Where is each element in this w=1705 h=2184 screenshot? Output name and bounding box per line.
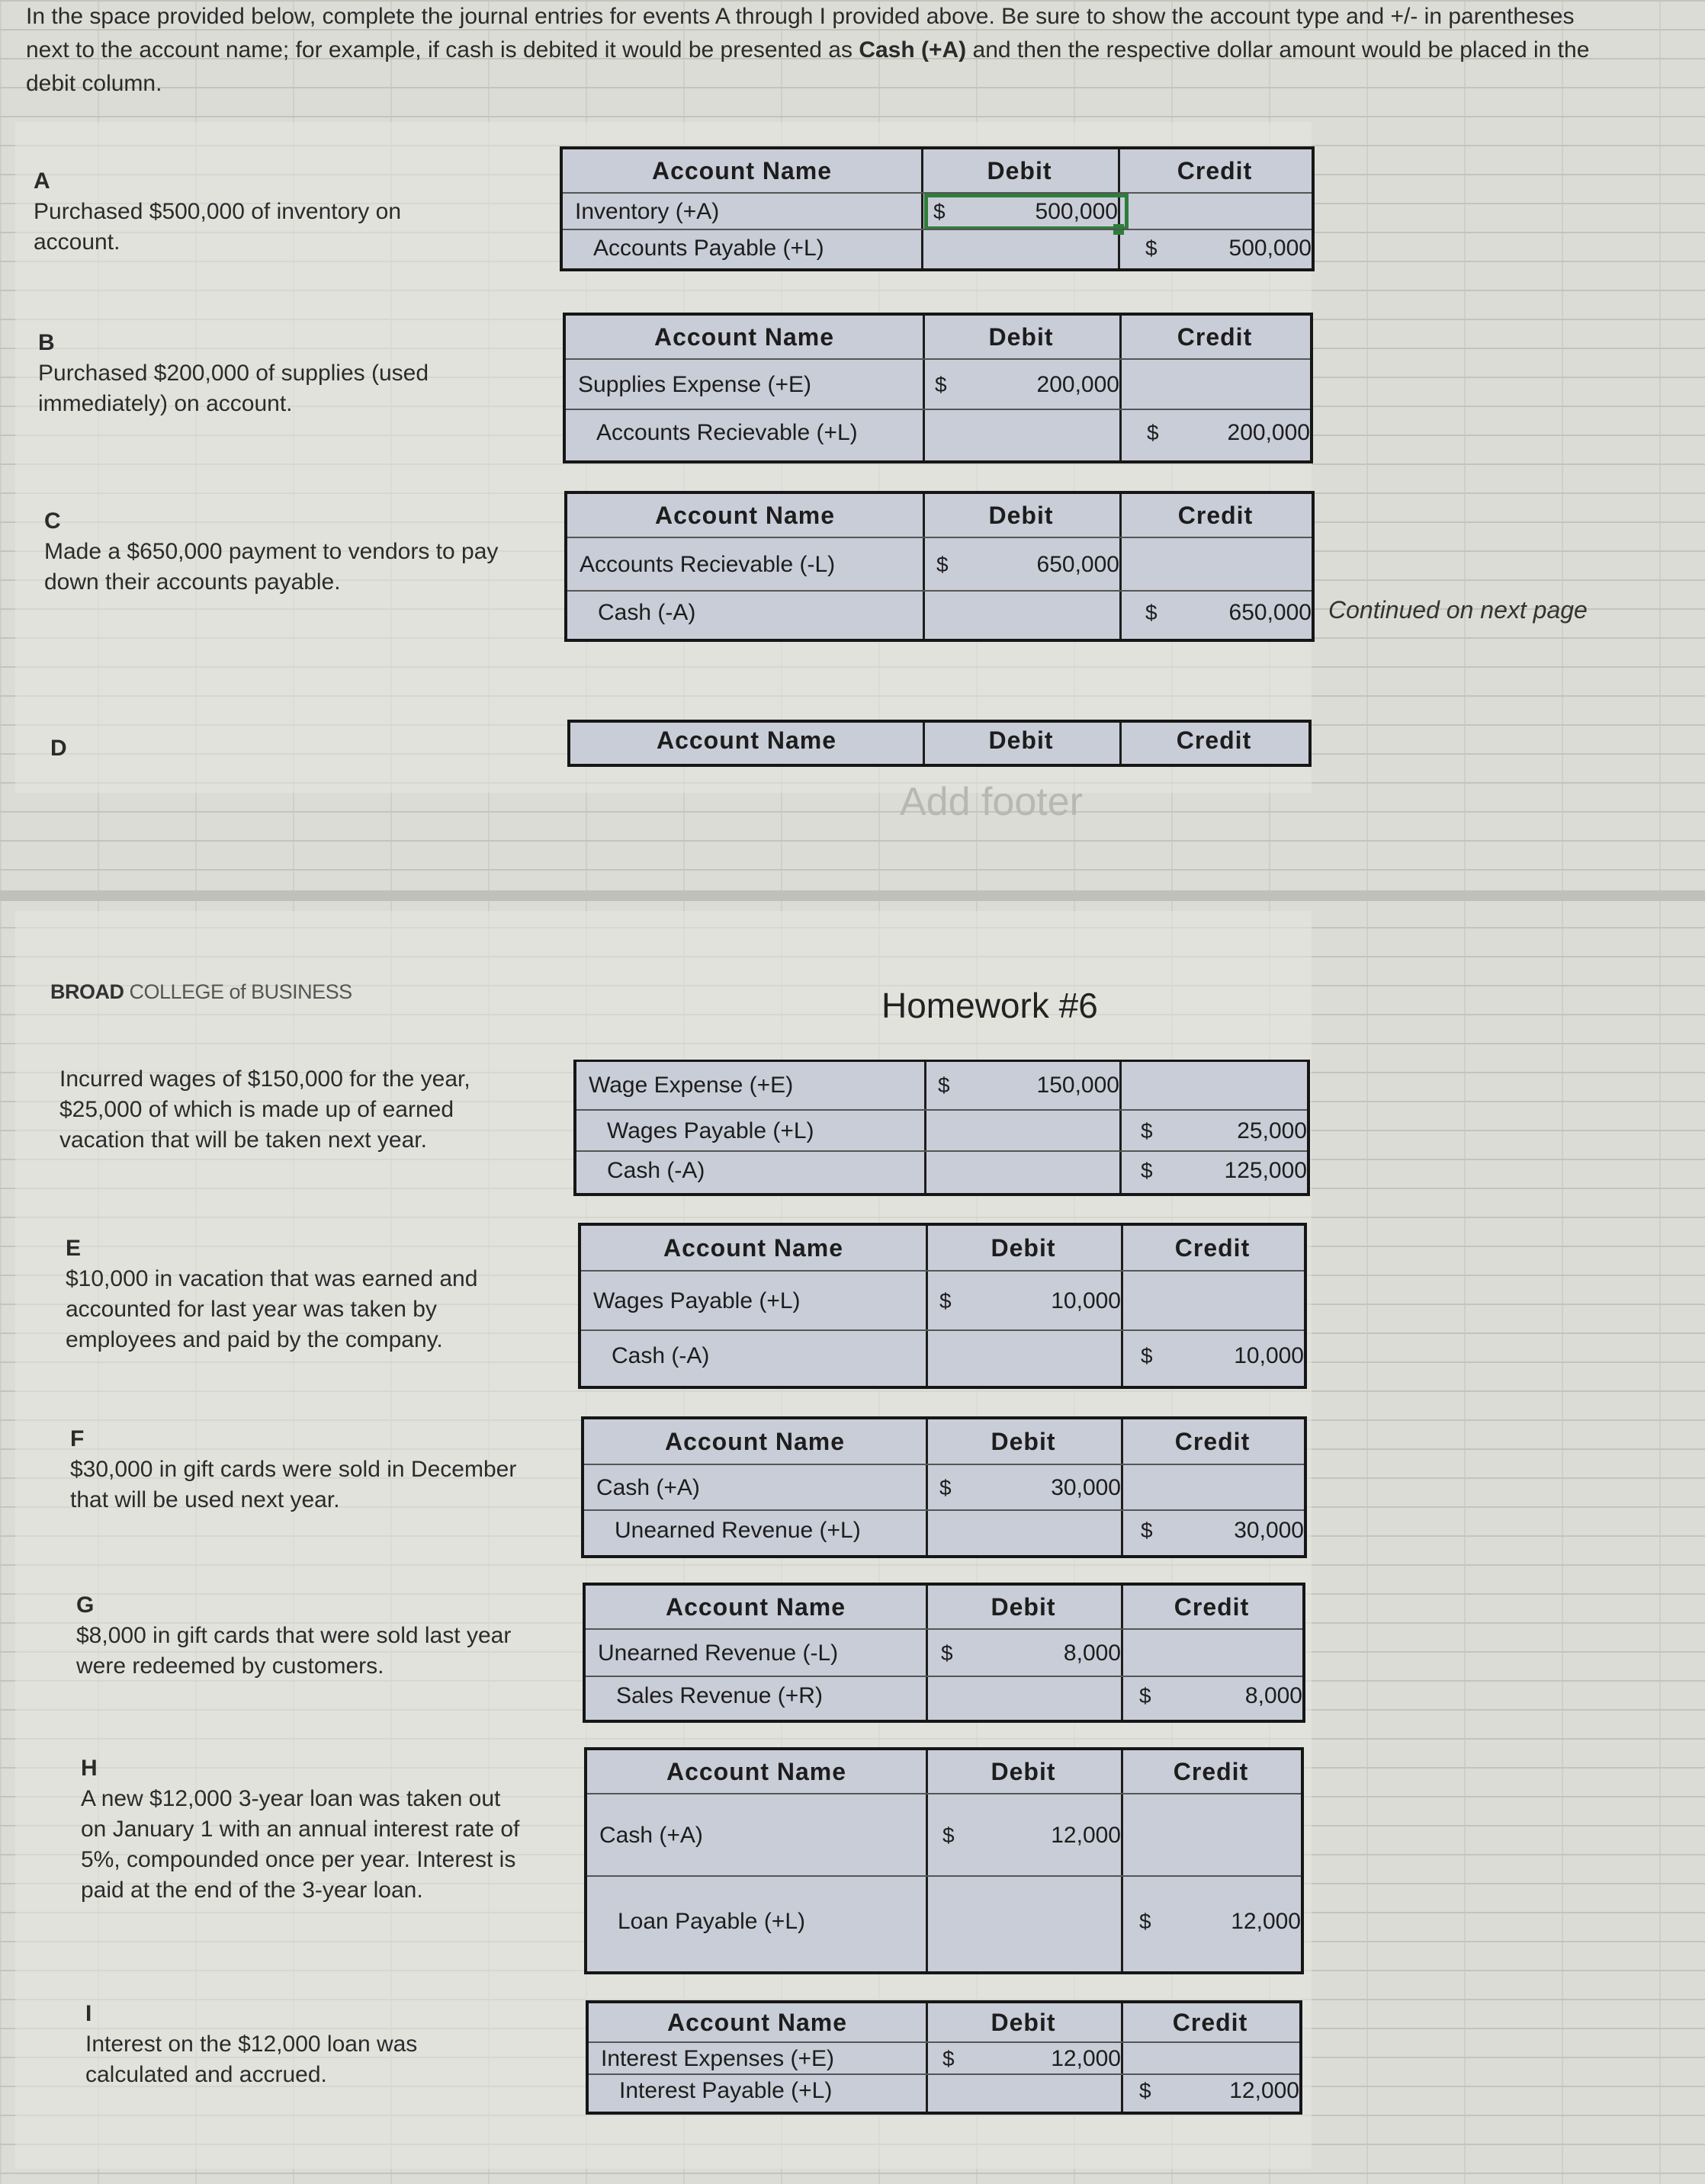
dollar-sign: $	[1139, 1684, 1151, 1708]
account-cell[interactable]: Unearned Revenue (+L)	[615, 1518, 861, 1543]
entry-row[interactable]	[567, 537, 1312, 592]
account-name-header: Account Name	[665, 1592, 846, 1621]
credit-header: Credit	[1177, 501, 1254, 529]
instructions-text-end: and then the respective dollar amount would be placed in the debit column.	[26, 37, 1590, 96]
header-row	[570, 723, 1308, 758]
credit-header: Credit	[1174, 1233, 1251, 1262]
debit-header: Debit	[991, 1592, 1056, 1621]
event-description: $30,000 in gift cards were sold in December that will be used next year.	[70, 1457, 517, 1512]
account-cell[interactable]: Unearned Revenue (-L)	[598, 1640, 839, 1666]
instructions	[26, 0, 1597, 101]
account-cell[interactable]: Interest Expenses (+E)	[601, 2046, 834, 2071]
account-cell[interactable]: Supplies Expense (+E)	[578, 372, 812, 397]
entry-row[interactable]	[576, 1062, 1307, 1109]
account-cell[interactable]: Loan Payable (+L)	[618, 1909, 806, 1934]
event-i	[85, 1999, 512, 2090]
account-cell[interactable]: Inventory (+A)	[575, 199, 720, 224]
journal-entry-g	[583, 1583, 1305, 1723]
event-description: $10,000 in vacation that was earned and accounted for last year was taken by employees and paid by the company.	[66, 1266, 478, 1352]
entry-row[interactable]	[589, 2073, 1299, 2107]
event-a	[34, 166, 476, 258]
journal-entry-a	[560, 146, 1315, 271]
event-description: A new $12,000 3-year loan was taken out on January 1 with an annual interest rate of 5%, compounded once per year. Interest is paid at the end of the 3-year loan.	[81, 1786, 520, 1903]
dollar-sign: $	[939, 1476, 952, 1499]
journal-entry-i	[586, 2000, 1302, 2115]
event-g	[76, 1590, 534, 1682]
header-row	[567, 494, 1312, 537]
header-row	[581, 1226, 1304, 1270]
event-f	[70, 1424, 528, 1515]
journal-entry-d	[573, 1060, 1310, 1196]
event-description: Purchased $500,000 of inventory on account.	[34, 199, 402, 255]
credit-cell[interactable]: 125,000	[1224, 1158, 1307, 1183]
credit-cell[interactable]: 10,000	[1234, 1343, 1304, 1368]
entry-row[interactable]	[587, 1793, 1301, 1877]
credit-header: Credit	[1176, 726, 1252, 754]
continued-note: Continued on next page	[1328, 596, 1588, 624]
event-description: Incurred wages of $150,000 for the year, $25,000 of which is made up of earned vacation that will be taken next year.	[59, 1066, 470, 1153]
account-cell[interactable]: Cash (+A)	[596, 1475, 700, 1500]
event-letter: G	[76, 1592, 95, 1618]
event-letter: D	[50, 736, 67, 761]
event-letter: F	[70, 1426, 85, 1451]
dollar-sign: $	[942, 1823, 955, 1847]
college-logo-bold: BROAD	[50, 980, 124, 1003]
event-c	[44, 506, 502, 598]
credit-cell[interactable]: 12,000	[1229, 2078, 1299, 2103]
debit-cell-selected[interactable]: 500,000	[924, 194, 1129, 230]
dollar-sign: $	[1141, 1344, 1153, 1368]
event-letter: A	[34, 168, 50, 194]
debit-cell[interactable]: 30,000	[1051, 1475, 1121, 1500]
entry-row[interactable]	[566, 358, 1310, 410]
credit-cell[interactable]: 25,000	[1237, 1118, 1307, 1143]
header-row	[587, 1750, 1301, 1793]
credit-cell[interactable]: 200,000	[1227, 420, 1310, 445]
event-e	[66, 1233, 523, 1355]
debit-header: Debit	[991, 1757, 1056, 1785]
header-row	[589, 2003, 1299, 2041]
credit-cell[interactable]: 30,000	[1234, 1518, 1304, 1543]
dollar-sign: $	[1141, 1119, 1153, 1143]
account-name-header: Account Name	[666, 2008, 848, 2036]
event-d-description	[59, 1064, 517, 1156]
account-name-header: Account Name	[666, 1757, 847, 1785]
event-letter: E	[66, 1236, 82, 1261]
entry-row[interactable]	[567, 590, 1312, 634]
account-name-header: Account Name	[654, 501, 836, 529]
add-footer-placeholder[interactable]: Add footer	[900, 780, 1083, 824]
debit-header: Debit	[988, 726, 1054, 754]
event-letter: I	[85, 2001, 92, 2026]
account-cell[interactable]: Accounts Recievable (-L)	[580, 552, 836, 577]
credit-cell[interactable]: 650,000	[1228, 600, 1312, 625]
debit-cell[interactable]: 200,000	[1036, 372, 1119, 397]
dollar-sign: $	[1141, 1159, 1153, 1182]
credit-header: Credit	[1177, 322, 1253, 351]
event-b	[38, 328, 511, 419]
debit-header: Debit	[991, 1233, 1056, 1262]
dollar-sign: $	[933, 200, 946, 223]
credit-header: Credit	[1174, 1427, 1251, 1455]
debit-cell[interactable]: 8,000	[1063, 1640, 1121, 1666]
entry-row[interactable]	[576, 1150, 1307, 1190]
entry-row[interactable]	[581, 1270, 1304, 1331]
event-description: Made a $650,000 payment to vendors to pay down their accounts payable.	[44, 539, 499, 595]
instructions-example: Cash (+A)	[859, 37, 967, 63]
entry-row[interactable]	[563, 229, 1312, 267]
debit-header: Debit	[987, 156, 1052, 184]
dollar-sign: $	[1145, 236, 1158, 260]
event-h	[81, 1753, 531, 1906]
account-cell[interactable]: Wage Expense (+E)	[589, 1073, 794, 1098]
college-logo	[50, 980, 352, 1004]
credit-cell[interactable]: 12,000	[1231, 1909, 1301, 1934]
account-name-header: Account Name	[656, 726, 837, 754]
account-name-header: Account Name	[664, 1427, 846, 1455]
entry-row[interactable]	[581, 1329, 1304, 1381]
dollar-sign: $	[939, 1289, 952, 1313]
event-letter: H	[81, 1756, 98, 1781]
entry-row[interactable]	[566, 409, 1310, 456]
account-name-header: Account Name	[663, 1233, 844, 1262]
dollar-sign: $	[936, 553, 949, 576]
journal-entry-d-header	[567, 720, 1312, 767]
debit-cell[interactable]: 12,000	[1051, 2046, 1121, 2071]
dollar-sign: $	[1139, 2079, 1151, 2102]
account-cell[interactable]: Accounts Payable (+L)	[593, 236, 824, 261]
account-cell[interactable]: Cash (-A)	[607, 1158, 705, 1183]
journal-entry-h	[584, 1747, 1304, 1974]
journal-entry-e	[578, 1223, 1307, 1389]
account-cell[interactable]: Cash (+A)	[599, 1823, 703, 1848]
debit-header: Debit	[991, 2008, 1056, 2036]
debit-cell[interactable]: 10,000	[1051, 1288, 1121, 1313]
page-break	[0, 890, 1705, 901]
header-row	[563, 149, 1312, 192]
dollar-sign: $	[938, 1073, 950, 1097]
journal-entry-c	[564, 491, 1315, 642]
debit-header: Debit	[988, 322, 1054, 351]
account-cell[interactable]: Interest Payable (+L)	[619, 2078, 833, 2103]
event-description: $8,000 in gift cards that were sold last year were redeemed by customers.	[76, 1623, 512, 1679]
credit-header: Credit	[1177, 156, 1253, 184]
event-description: Interest on the $12,000 loan was calculated and accrued.	[85, 2032, 418, 2087]
entry-row[interactable]	[584, 1464, 1304, 1511]
dollar-sign: $	[942, 2047, 955, 2070]
account-cell[interactable]: Sales Revenue (+R)	[616, 1683, 823, 1708]
journal-entry-f	[581, 1416, 1307, 1558]
event-letter: C	[44, 508, 61, 534]
event-d-letter	[50, 733, 67, 764]
entry-row[interactable]	[586, 1628, 1302, 1677]
debit-cell[interactable]: 650,000	[1036, 552, 1119, 577]
account-cell[interactable]: Cash (-A)	[598, 600, 696, 625]
header-row	[586, 1586, 1302, 1628]
entry-row[interactable]	[587, 1875, 1301, 1967]
entry-row[interactable]	[563, 192, 1312, 230]
dollar-sign: $	[935, 373, 947, 396]
account-cell[interactable]: Accounts Recievable (+L)	[596, 420, 858, 445]
account-name-header: Account Name	[653, 322, 835, 351]
account-cell[interactable]: Cash (-A)	[612, 1343, 710, 1368]
dollar-sign: $	[1145, 601, 1158, 624]
dollar-sign: $	[941, 1641, 953, 1665]
account-name-header: Account Name	[651, 156, 833, 184]
entry-row[interactable]	[586, 1676, 1302, 1715]
debit-cell[interactable]: 12,000	[1051, 1823, 1121, 1848]
credit-cell[interactable]: 8,000	[1244, 1683, 1302, 1708]
debit-header: Debit	[991, 1427, 1056, 1455]
instructions-text: In the space provided below, complete the journal entries for events A through I provided above. Be sure to show the account type and +/- in parentheses next to the account name; for example, if cash is debited it would be presented as	[26, 4, 1575, 63]
event-description: Purchased $200,000 of supplies (used immediately) on account.	[38, 361, 429, 416]
homework-title: Homework #6	[881, 986, 1098, 1025]
debit-cell[interactable]: 150,000	[1036, 1073, 1119, 1098]
credit-header: Credit	[1172, 2008, 1248, 2036]
college-logo-rest: COLLEGE of BUSINESS	[124, 980, 352, 1003]
dollar-sign: $	[1139, 1910, 1151, 1933]
header-row	[584, 1419, 1304, 1464]
debit-header: Debit	[988, 501, 1054, 529]
account-cell[interactable]: Wages Payable (+L)	[607, 1118, 814, 1143]
entry-row[interactable]	[584, 1509, 1304, 1551]
credit-header: Credit	[1173, 1757, 1249, 1785]
credit-header: Credit	[1174, 1592, 1250, 1621]
event-letter: B	[38, 330, 55, 355]
entry-row[interactable]	[589, 2041, 1299, 2075]
entry-row[interactable]	[576, 1109, 1307, 1152]
journal-entry-b	[563, 313, 1313, 463]
dollar-sign: $	[1147, 421, 1159, 444]
credit-cell[interactable]: 500,000	[1228, 236, 1312, 261]
header-row	[566, 316, 1310, 358]
dollar-sign: $	[1141, 1519, 1153, 1542]
account-cell[interactable]: Wages Payable (+L)	[593, 1288, 801, 1313]
